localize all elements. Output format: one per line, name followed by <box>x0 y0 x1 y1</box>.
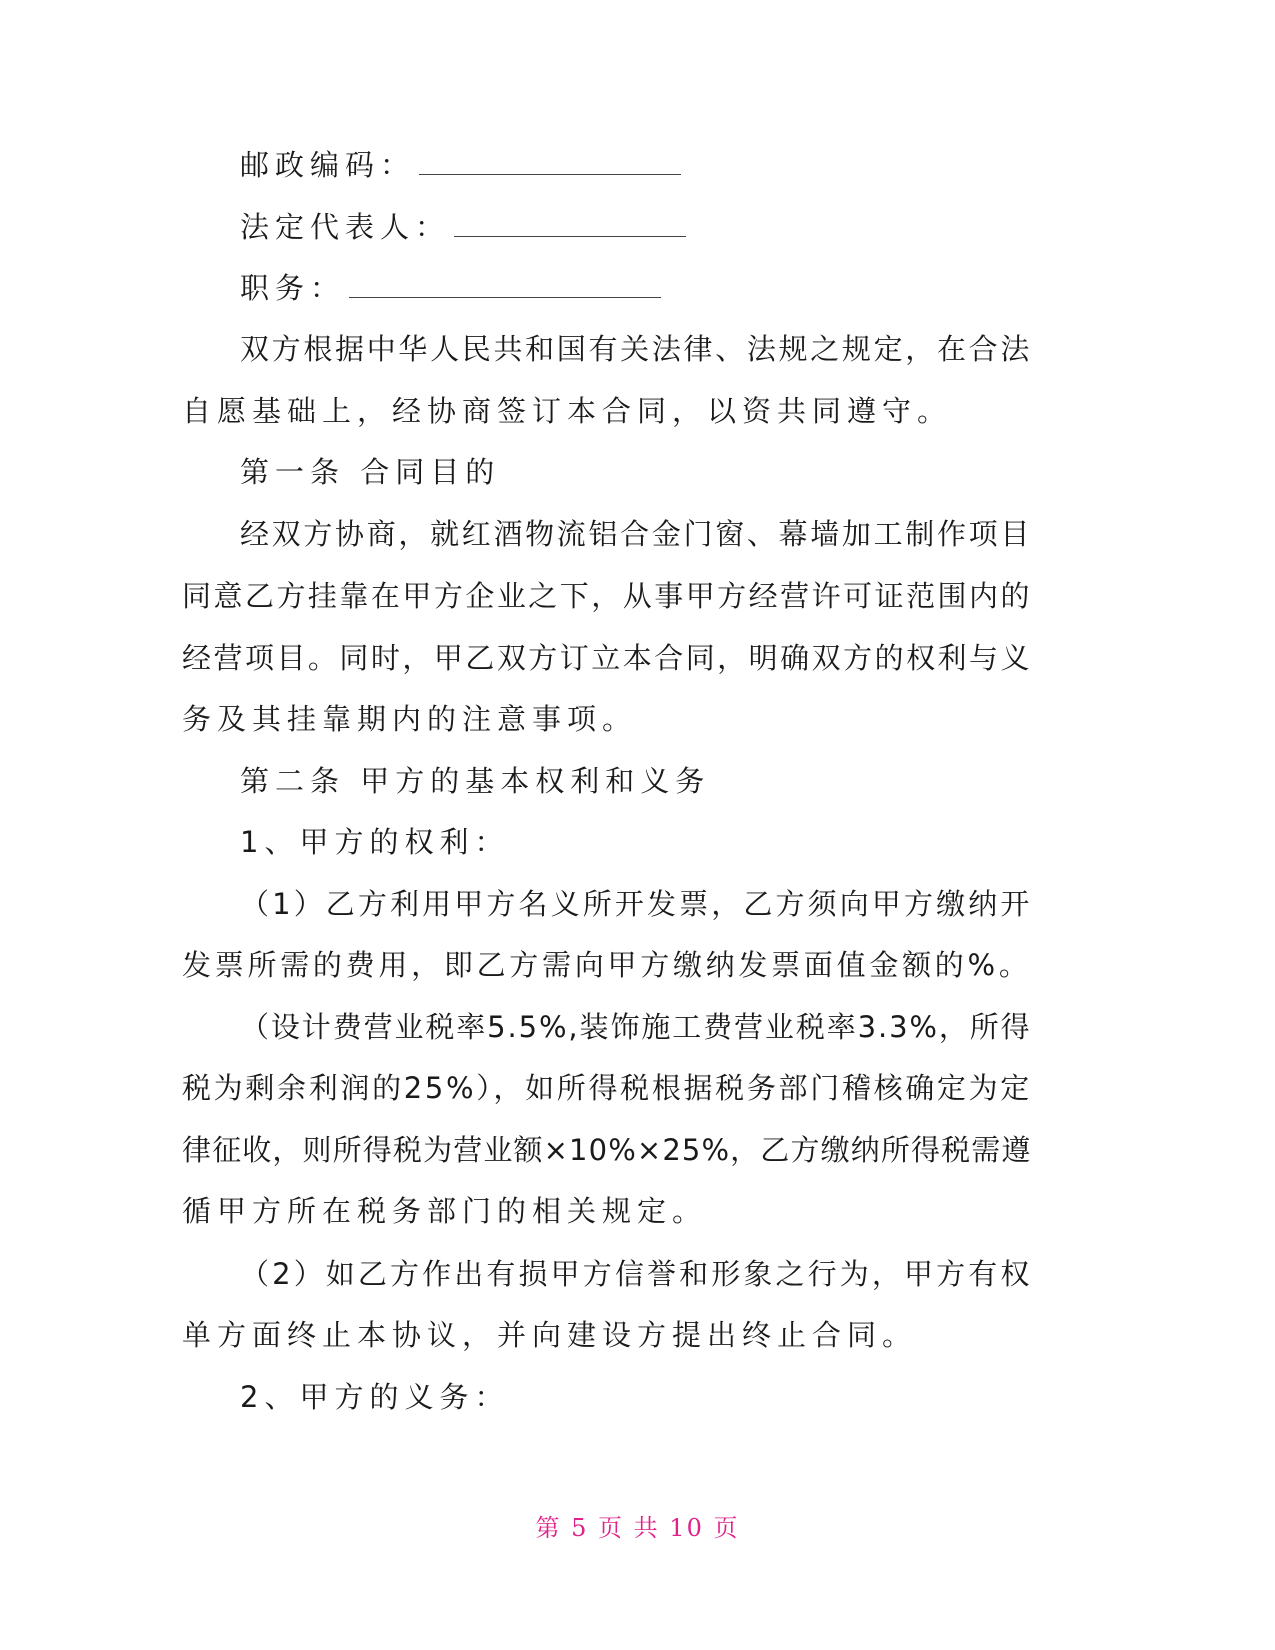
position-label: 职务： <box>240 271 346 305</box>
section-heading: 2、甲方的义务： <box>240 1380 510 1414</box>
paragraph-line: 双方根据中华人民共和国有关法律、法规之规定，在合法 <box>240 332 1033 366</box>
page-number-footer: 第 5 页 共 10 页 <box>535 1514 740 1542</box>
article-heading: 第一条 合同目的 <box>240 455 501 489</box>
postal-code-blank <box>419 148 681 175</box>
paragraph-line: 同意乙方挂靠在甲方企业之下，从事甲方经营许可证范围内的 <box>182 579 1033 613</box>
paragraph-line: 务及其挂靠期内的注意事项。 <box>182 702 638 736</box>
article-heading: 第二条 甲方的基本权利和义务 <box>240 764 711 798</box>
paragraph-line: 自愿基础上，经协商签订本合同，以资共同遵守。 <box>182 394 953 428</box>
postal-code-label: 邮政编码： <box>240 148 416 182</box>
legal-rep-blank <box>454 210 686 237</box>
paragraph-line: 发票所需的费用，即乙方需向甲方缴纳发票面值金额的%。 <box>182 948 1032 982</box>
postal-code-field <box>240 145 681 185</box>
paragraph-line: （设计费营业税率5.5%,装饰施工费营业税率3.3%，所得 <box>240 1010 1032 1044</box>
section-heading: 1、甲方的权利： <box>240 825 510 859</box>
paragraph-line: 税为剩余利润的25%），如所得税根据税务部门稽核确定为定 <box>182 1071 1032 1105</box>
position-blank <box>349 271 661 298</box>
legal-rep-label: 法定代表人： <box>240 210 451 244</box>
paragraph-line: （2）如乙方作出有损甲方信誉和形象之行为，甲方有权 <box>240 1257 1033 1291</box>
paragraph-line: 经营项目。同时，甲乙双方订立本合同，明确双方的权利与义 <box>182 641 1033 675</box>
paragraph-line: 律征收，则所得税为营业额×10%×25%，乙方缴纳所得税需遵 <box>182 1133 1032 1167</box>
paragraph-line: 经双方协商，就红酒物流铝合金门窗、幕墙加工制作项目 <box>240 517 1033 551</box>
legal-rep-field <box>240 207 686 247</box>
paragraph-line: 循甲方所在税务部门的相关规定。 <box>182 1194 708 1228</box>
position-field <box>240 268 661 308</box>
paragraph-line: （1）乙方利用甲方名义所开发票，乙方须向甲方缴纳开 <box>240 887 1033 921</box>
paragraph-line: 单方面终止本协议，并向建设方提出终止合同。 <box>182 1318 918 1352</box>
